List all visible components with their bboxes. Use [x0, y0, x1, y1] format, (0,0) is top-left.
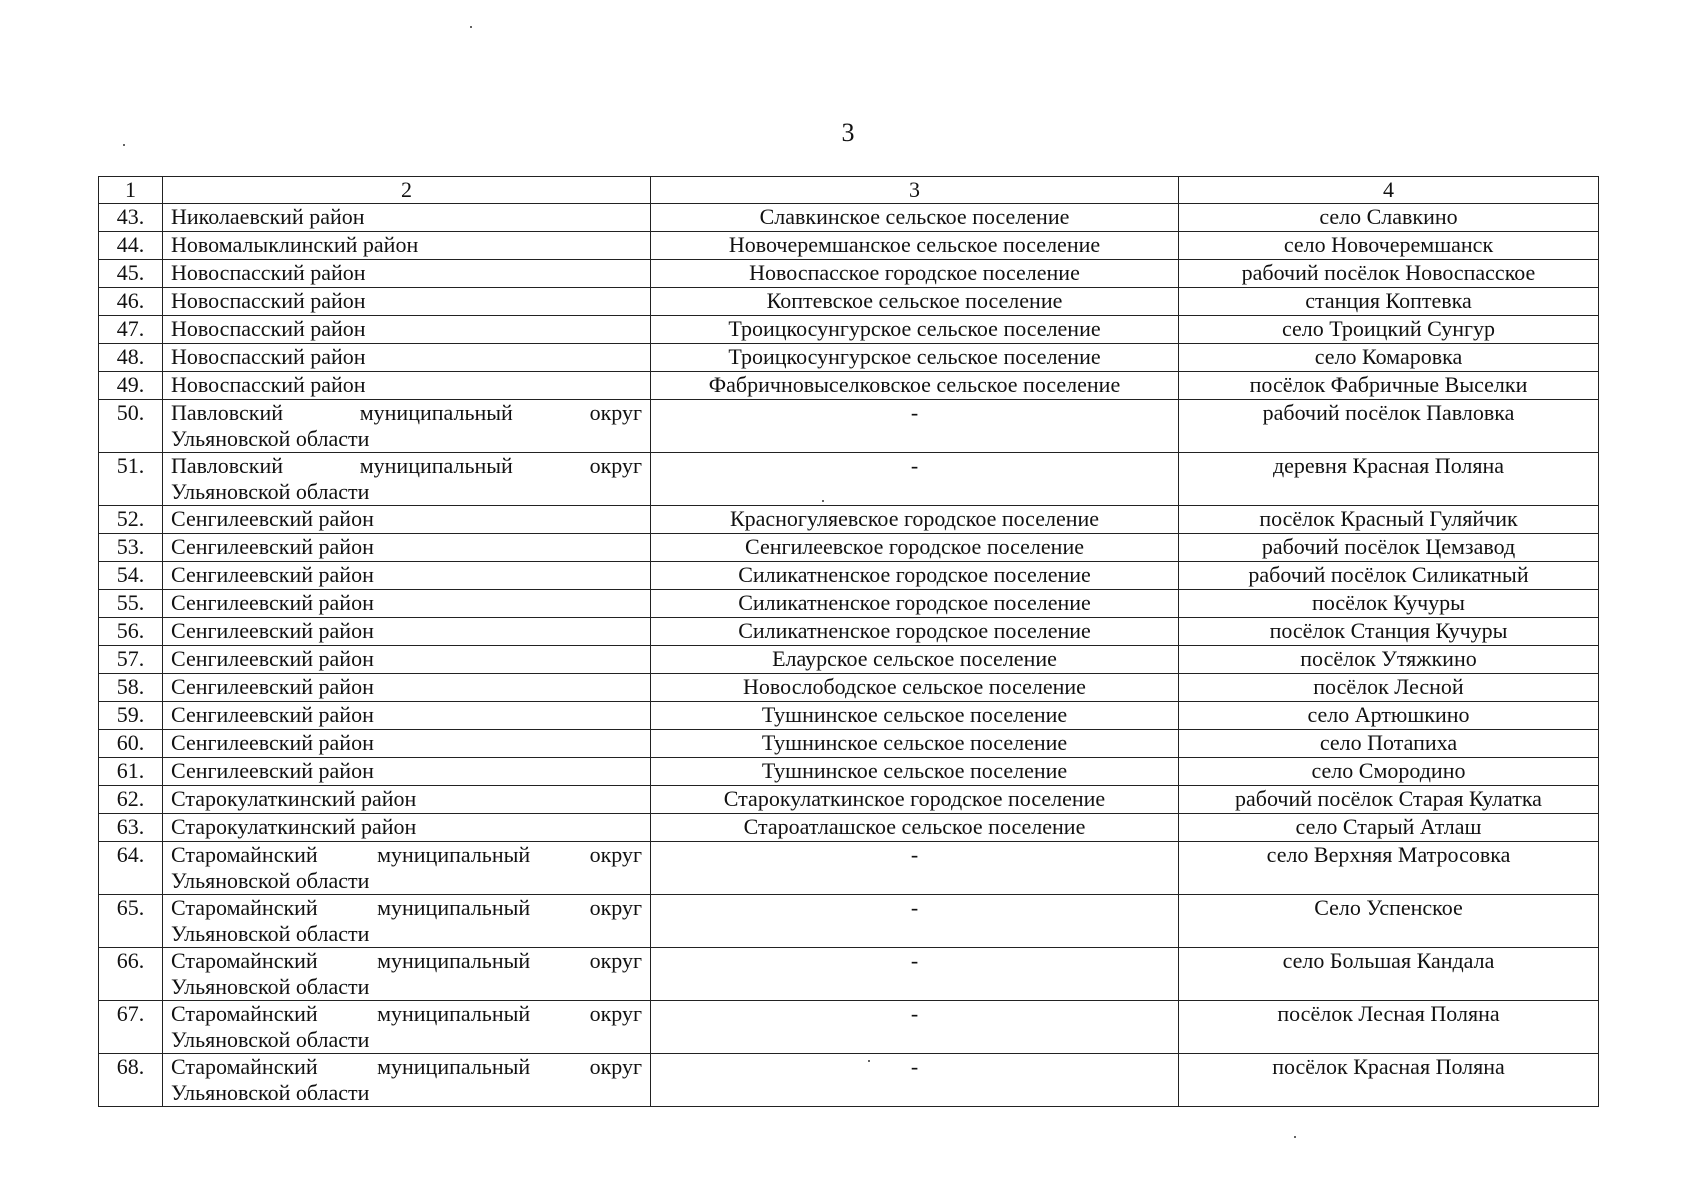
header-cell: 3: [651, 177, 1179, 204]
table-row: [99, 786, 1599, 814]
settlement-cell: Новоспасское городское поселение: [651, 260, 1179, 288]
table-row: [99, 1001, 1599, 1054]
row-number-cell: 64.: [99, 842, 163, 895]
district-cell: [163, 453, 651, 506]
table-row: [99, 372, 1599, 400]
locality-cell: село Старый Атлаш: [1179, 814, 1599, 842]
locality-cell: село Большая Кандала: [1179, 948, 1599, 1001]
district-line-2: Ульяновской области: [171, 1027, 370, 1052]
settlement-cell: Тушнинское сельское поселение: [651, 702, 1179, 730]
row-number-cell: 47.: [99, 316, 163, 344]
table-row: [99, 618, 1599, 646]
district-line-2: Ульяновской области: [171, 479, 370, 504]
table-row: [99, 842, 1599, 895]
settlement-cell: Новочеремшанское сельское поселение: [651, 232, 1179, 260]
settlement-cell: -: [651, 1054, 1179, 1107]
district-line-2: Ульяновской области: [171, 1080, 370, 1105]
locality-cell: село Потапиха: [1179, 730, 1599, 758]
table-row: [99, 344, 1599, 372]
settlement-cell: -: [651, 948, 1179, 1001]
row-number-cell: 46.: [99, 288, 163, 316]
district-cell: Новомалыклинский район: [163, 232, 651, 260]
district-cell: [163, 895, 651, 948]
row-number-cell: 50.: [99, 400, 163, 453]
row-number-cell: 54.: [99, 562, 163, 590]
settlement-cell: -: [651, 453, 1179, 506]
row-number-cell: 67.: [99, 1001, 163, 1054]
settlement-cell: Староатлашское сельское поселение: [651, 814, 1179, 842]
locality-cell: посёлок Красная Поляна: [1179, 1054, 1599, 1107]
table-row: [99, 895, 1599, 948]
locality-cell: село Верхняя Матросовка: [1179, 842, 1599, 895]
table-row: [99, 453, 1599, 506]
row-number-cell: 65.: [99, 895, 163, 948]
locality-cell: деревня Красная Поляна: [1179, 453, 1599, 506]
locality-cell: Село Успенское: [1179, 895, 1599, 948]
table-row: [99, 674, 1599, 702]
row-number-cell: 56.: [99, 618, 163, 646]
settlement-cell: Фабричновыселковское сельское поселение: [651, 372, 1179, 400]
table-row: [99, 232, 1599, 260]
locality-cell: посёлок Красный Гуляйчик: [1179, 506, 1599, 534]
district-cell: [163, 400, 651, 453]
district-cell: Новоспасский район: [163, 288, 651, 316]
district-line-1: Павловский муниципальный округ: [171, 453, 642, 478]
table-row: [99, 702, 1599, 730]
district-line-1: Старомайнский муниципальный округ: [171, 948, 642, 973]
settlement-cell: -: [651, 895, 1179, 948]
district-line-1: Старомайнский муниципальный округ: [171, 1054, 642, 1079]
row-number-cell: 68.: [99, 1054, 163, 1107]
settlement-cell: Новослободское сельское поселение: [651, 674, 1179, 702]
district-line-1: Старомайнский муниципальный округ: [171, 1001, 642, 1026]
locality-cell: село Славкино: [1179, 204, 1599, 232]
locality-cell: рабочий посёлок Силикатный: [1179, 562, 1599, 590]
locality-cell: село Новочеремшанск: [1179, 232, 1599, 260]
locality-cell: посёлок Лесной: [1179, 674, 1599, 702]
district-cell: Старокулаткинский район: [163, 786, 651, 814]
locality-cell: село Артюшкино: [1179, 702, 1599, 730]
district-cell: Сенгилеевский район: [163, 674, 651, 702]
district-cell: Николаевский район: [163, 204, 651, 232]
row-number-cell: 51.: [99, 453, 163, 506]
row-number-cell: 53.: [99, 534, 163, 562]
district-line-1: Старомайнский муниципальный округ: [171, 895, 642, 920]
row-number-cell: 63.: [99, 814, 163, 842]
table-row: [99, 506, 1599, 534]
district-cell: Сенгилеевский район: [163, 646, 651, 674]
scan-speck: [1294, 1136, 1296, 1138]
district-cell: Новоспасский район: [163, 372, 651, 400]
row-number-cell: 58.: [99, 674, 163, 702]
district-cell: Сенгилеевский район: [163, 730, 651, 758]
locality-cell: посёлок Утяжкино: [1179, 646, 1599, 674]
district-cell: Сенгилеевский район: [163, 590, 651, 618]
table-row: [99, 204, 1599, 232]
locality-cell: посёлок Лесная Поляна: [1179, 1001, 1599, 1054]
table-row: [99, 646, 1599, 674]
district-line-2: Ульяновской области: [171, 974, 370, 999]
table-row: [99, 948, 1599, 1001]
table-row: [99, 260, 1599, 288]
header-cell: 1: [99, 177, 163, 204]
locality-cell: село Смородино: [1179, 758, 1599, 786]
locality-cell: рабочий посёлок Старая Кулатка: [1179, 786, 1599, 814]
row-number-cell: 59.: [99, 702, 163, 730]
district-cell: Сенгилеевский район: [163, 618, 651, 646]
scan-speck: [470, 26, 472, 28]
settlement-cell: -: [651, 842, 1179, 895]
district-cell: [163, 948, 651, 1001]
table-row: [99, 730, 1599, 758]
district-cell: Сенгилеевский район: [163, 702, 651, 730]
locality-cell: рабочий посёлок Цемзавод: [1179, 534, 1599, 562]
settlement-cell: Тушнинское сельское поселение: [651, 758, 1179, 786]
row-number-cell: 49.: [99, 372, 163, 400]
scan-speck: [123, 144, 125, 146]
table-row: [99, 1054, 1599, 1107]
settlement-cell: Тушнинское сельское поселение: [651, 730, 1179, 758]
header-cell: 4: [1179, 177, 1599, 204]
locality-cell: посёлок Кучуры: [1179, 590, 1599, 618]
settlement-cell: Старокулаткинское городское поселение: [651, 786, 1179, 814]
row-number-cell: 61.: [99, 758, 163, 786]
locality-cell: посёлок Фабричные Выселки: [1179, 372, 1599, 400]
page-number: 3: [841, 118, 855, 147]
settlement-cell: Силикатненское городское поселение: [651, 562, 1179, 590]
row-number-cell: 66.: [99, 948, 163, 1001]
settlement-cell: Елаурское сельское поселение: [651, 646, 1179, 674]
settlement-cell: Силикатненское городское поселение: [651, 590, 1179, 618]
district-line-2: Ульяновской области: [171, 868, 370, 893]
district-line-1: Павловский муниципальный округ: [171, 400, 642, 425]
settlement-cell: Троицкосунгурское сельское поселение: [651, 344, 1179, 372]
settlement-cell: Славкинское сельское поселение: [651, 204, 1179, 232]
row-number-cell: 62.: [99, 786, 163, 814]
table-row: [99, 590, 1599, 618]
district-cell: [163, 842, 651, 895]
district-cell: Новоспасский район: [163, 260, 651, 288]
district-cell: Новоспасский район: [163, 316, 651, 344]
row-number-cell: 57.: [99, 646, 163, 674]
row-number-cell: 45.: [99, 260, 163, 288]
locality-cell: посёлок Станция Кучуры: [1179, 618, 1599, 646]
district-line-2: Ульяновской области: [171, 921, 370, 946]
row-number-cell: 52.: [99, 506, 163, 534]
locality-cell: село Комаровка: [1179, 344, 1599, 372]
district-line-2: Ульяновской области: [171, 426, 370, 451]
settlement-cell: Коптевское сельское поселение: [651, 288, 1179, 316]
row-number-cell: 60.: [99, 730, 163, 758]
settlement-cell: Силикатненское городское поселение: [651, 618, 1179, 646]
district-line-1: Старомайнский муниципальный округ: [171, 842, 642, 867]
row-number-cell: 44.: [99, 232, 163, 260]
localities-table: [98, 176, 1599, 1107]
table-row: [99, 562, 1599, 590]
header-cell: 2: [163, 177, 651, 204]
table-row: [99, 758, 1599, 786]
row-number-cell: 43.: [99, 204, 163, 232]
settlement-cell: -: [651, 400, 1179, 453]
district-cell: [163, 1054, 651, 1107]
table-header-row: [99, 177, 1599, 204]
settlement-cell: Красногуляевское городское поселение: [651, 506, 1179, 534]
settlement-cell: Троицкосунгурское сельское поселение: [651, 316, 1179, 344]
locality-cell: рабочий посёлок Новоспасское: [1179, 260, 1599, 288]
locality-cell: рабочий посёлок Павловка: [1179, 400, 1599, 453]
settlement-cell: Сенгилеевское городское поселение: [651, 534, 1179, 562]
row-number-cell: 55.: [99, 590, 163, 618]
district-cell: Сенгилеевский район: [163, 562, 651, 590]
table-row: [99, 534, 1599, 562]
district-cell: Старокулаткинский район: [163, 814, 651, 842]
locality-cell: село Троицкий Сунгур: [1179, 316, 1599, 344]
row-number-cell: 48.: [99, 344, 163, 372]
table-row: [99, 288, 1599, 316]
table-row: [99, 316, 1599, 344]
district-cell: [163, 1001, 651, 1054]
table-row: [99, 400, 1599, 453]
district-cell: Сенгилеевский район: [163, 534, 651, 562]
district-cell: Сенгилеевский район: [163, 506, 651, 534]
settlement-cell: -: [651, 1001, 1179, 1054]
district-cell: Сенгилеевский район: [163, 758, 651, 786]
table-row: [99, 814, 1599, 842]
locality-cell: станция Коптевка: [1179, 288, 1599, 316]
district-cell: Новоспасский район: [163, 344, 651, 372]
